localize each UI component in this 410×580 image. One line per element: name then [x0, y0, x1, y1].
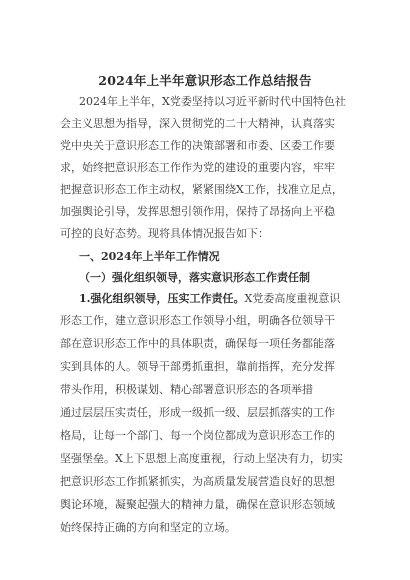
paragraph-lead-rest: X党委高度重视意识 [244, 292, 341, 305]
paragraph-line: 格局，让每一个部门、每一个岗位都成为意识形态工作的 [60, 429, 335, 442]
intro-line: 加强舆论引导，发挥思想引领作用，保持了昂扬向上平稳 [60, 205, 335, 218]
document-title: 2024年上半年意识形态工作总结报告 [98, 73, 312, 88]
intro-line: 2024年上半年，X党委坚持以习近平新时代中国特色社 [79, 95, 346, 108]
paragraph-line: 部在意识形态工作中的具体职责，确保每一项任务都能落 [60, 337, 335, 350]
paragraph-line: 始终保持正确的方向和坚定的立场。 [60, 521, 236, 534]
section-heading: 一、2024年上半年工作情况 [79, 250, 220, 263]
paragraph-line: 实到具体的人。领导干部勇抓重担，靠前指挥，充分发挥 [60, 360, 335, 373]
paragraph-lead: 1.强化组织领导，压实工作责任。 [79, 292, 245, 305]
paragraph-line: 带头作用，积极谋划、精心部署意识形态的各项举措 [60, 383, 313, 396]
paragraph-line: 形态工作，建立意识形态工作领导小组，明确各位领导干 [60, 314, 335, 327]
intro-line: 把握意识形态工作主动权，紧紧围绕X工作，找准立足点， [60, 183, 343, 196]
paragraph-line: 坚强堡垒。X上下思想上高度重视，行动上坚决有力，切实 [60, 452, 343, 465]
intro-line: 可控的良好态势。现将具体情况报告如下： [60, 227, 269, 240]
paragraph-line: 通过层层压实责任，形成一级抓一级、层层抓落实的工作 [60, 406, 335, 419]
paragraph-line: 把意识形态工作抓紧抓实，为高质量发展营造良好的思想 [60, 475, 335, 488]
intro-line: 求，始终把意识形态工作作为党的建设的重要内容，牢牢 [60, 161, 335, 174]
paragraph-line: 舆论环境，凝聚起强大的精神力量，确保在意识形态领域 [60, 498, 335, 511]
intro-line: 党中央关于意识形态工作的决策部署和市委、区委工作要 [60, 139, 335, 152]
paragraph-first-line [79, 288, 340, 310]
intro-line: 会主义思想为指导，深入贯彻党的二十大精神，认真落实 [60, 117, 335, 130]
subsection-heading: （一）强化组织领导，落实意识形态工作责任制 [79, 271, 310, 284]
